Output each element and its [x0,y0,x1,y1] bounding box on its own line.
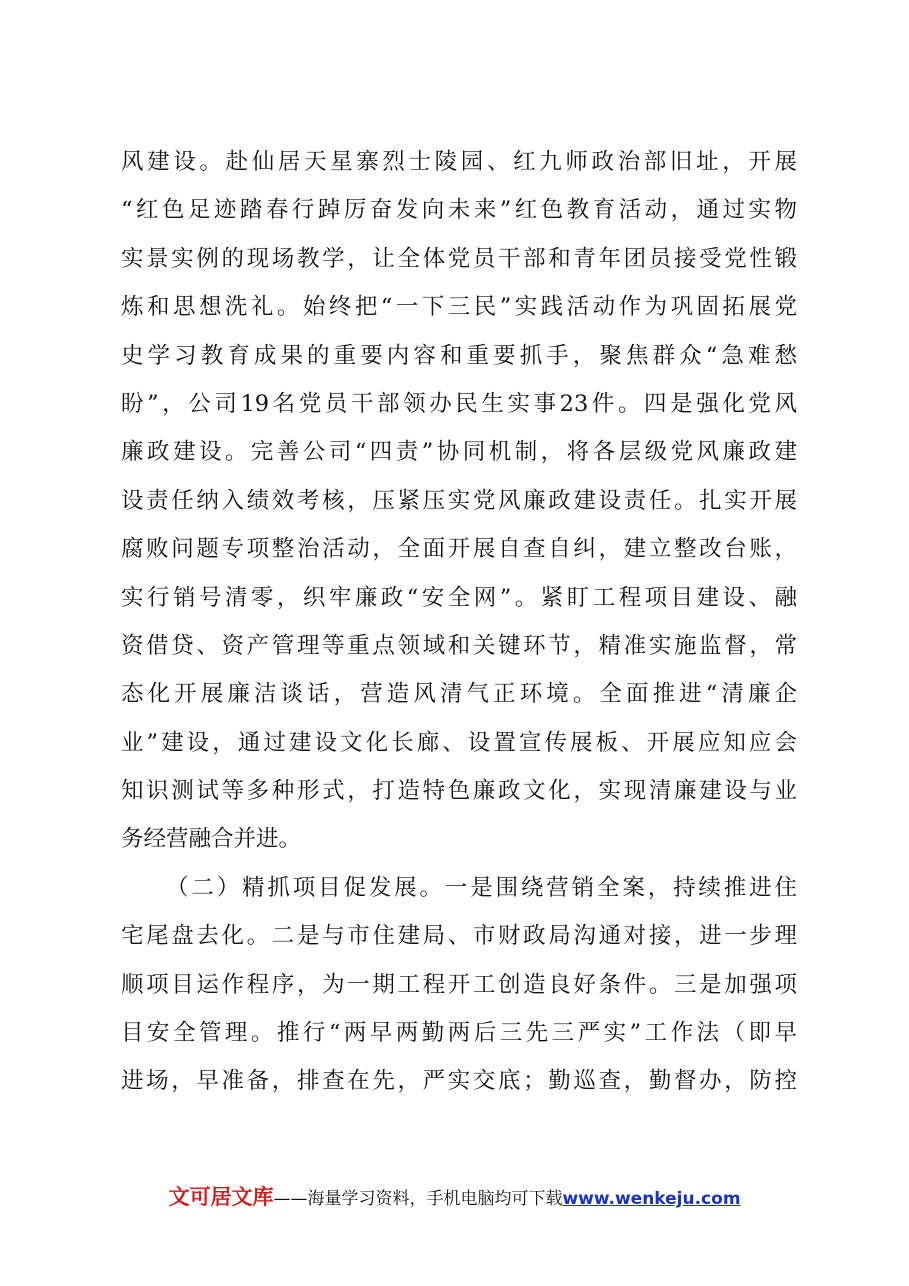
footer-brand: 文可居文库 [168,1185,274,1209]
text-line: 务经营融合并进。 [121,826,302,853]
text-line: 炼和思想洗礼。始终把“一下三民”实践活动作为巩固拓展党 [121,294,797,321]
text-line: 廉政建设。完善公司“四责”协同机制，将各层级党风廉政建 [121,439,797,466]
body-text [121,138,797,1106]
text-line: 态化开展廉洁谈话，营造风清气正环境。全面推进“清廉企 [121,681,797,708]
text-line: 实行销号清零，织牢廉政“安全网”。紧盯工程项目建设、融 [121,584,797,611]
text-line: 目安全管理。推行“两早两勤两后三先三严实”工作法（即早 [121,1020,797,1047]
text-line: “红色足迹踏春行踔厉奋发向未来”红色教育活动，通过实物 [121,197,797,224]
footer-banner [0,1181,909,1211]
text-line: 风建设。赴仙居天星寨烈士陵园、红九师政治部旧址，开展 [121,149,797,175]
text-line: 史学习教育成果的重要内容和重要抓手，聚焦群众“急难愁 [121,342,797,369]
footer-slogan: ——海量学习资料，手机电脑均可下载 [273,1189,563,1209]
text-line: 知识测试等多种形式，打造特色廉政文化，实现清廉建设与业 [121,778,797,805]
text-line: 顺项目运作程序，为一期工程开工创造良好条件。三是加强项 [121,971,797,998]
text-line: 设责任纳入绩效考核，压紧压实党风廉政建设责任。扎实开展 [121,487,797,514]
footer-url-link[interactable]: www.wenkeju.com [562,1189,741,1209]
text-line: 资借贷、资产管理等重点领域和关键环节，精准实施监督，常 [121,632,797,659]
text-line: 宅尾盘去化。二是与市住建局、市财政局沟通对接，进一步理 [121,923,797,950]
section-heading-line: （二）精抓项目促发展。一是围绕营销全案，持续推进住 [166,874,797,901]
text-line: 实景实例的现场教学，让全体党员干部和青年团员接受党性锻 [121,245,797,272]
text-line: 盼”，公司19名党员干部领办民生实事23件。四是强化党风 [121,390,797,417]
text-line: 进场，早准备，排查在先，严实交底；勤巡查，勤督办，防控 [121,1068,797,1095]
text-line: 业”建设，通过建设文化长廊、设置宣传展板、开展应知应会 [121,729,797,756]
text-line: 腐败问题专项整治活动，全面开展自查自纠，建立整改台账， [121,536,797,563]
